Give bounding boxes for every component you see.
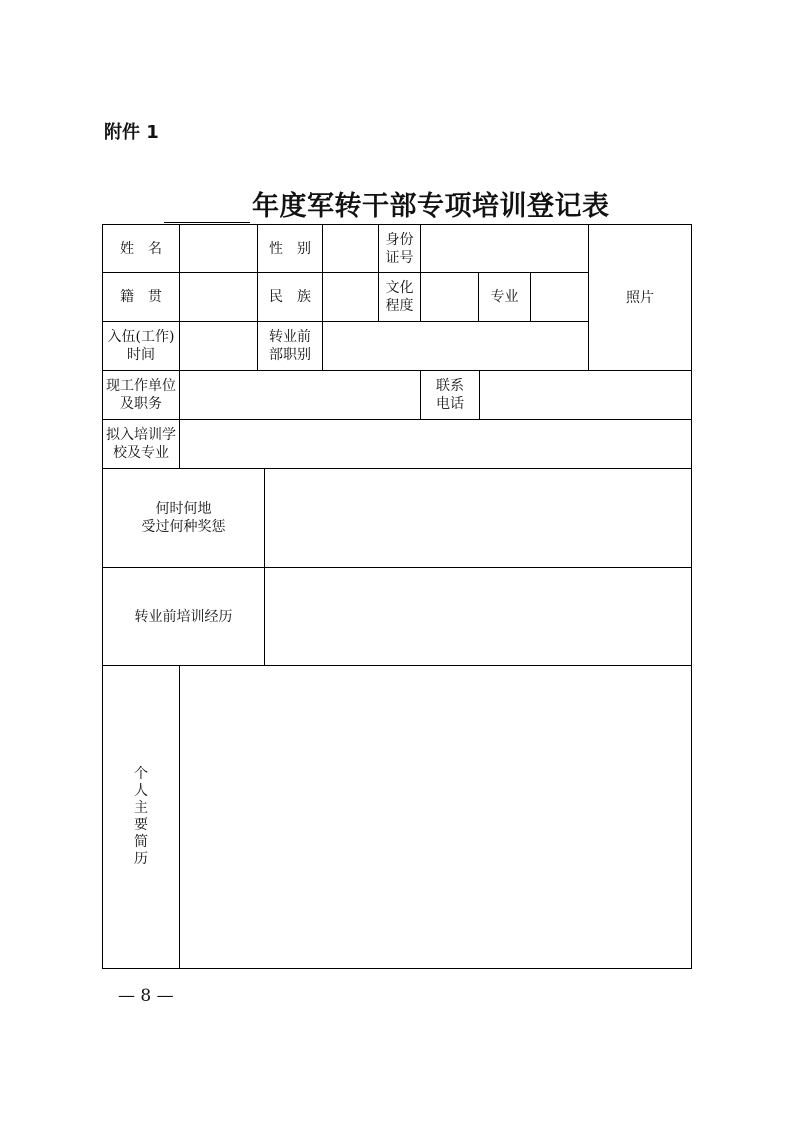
awards-field[interactable] — [264, 468, 692, 568]
major-field[interactable] — [530, 272, 589, 322]
photo-box[interactable]: 照片 — [588, 224, 692, 371]
name-field[interactable] — [179, 224, 258, 273]
training-school-field[interactable] — [179, 419, 692, 469]
previous-post-field[interactable] — [322, 321, 589, 371]
gender-field[interactable] — [322, 224, 379, 273]
attachment-label: 附件 1 — [104, 122, 159, 143]
label-training-school: 拟入培训学 校及专业 — [102, 419, 180, 469]
label-current-unit: 现工作单位 及职务 — [102, 370, 180, 420]
education-field[interactable] — [420, 272, 479, 322]
label-ethnicity: 民 族 — [257, 272, 323, 322]
phone-field[interactable] — [479, 370, 692, 420]
title-row — [164, 184, 610, 223]
label-name: 姓 名 — [102, 224, 180, 273]
current-unit-field[interactable] — [179, 370, 421, 420]
label-major: 专业 — [478, 272, 531, 322]
id-number-field[interactable] — [420, 224, 589, 273]
resume-field[interactable] — [179, 665, 692, 969]
label-enlistment-time: 入伍(工作) 时间 — [102, 321, 180, 371]
form-title: 年度军转干部专项培训登记表 — [252, 191, 610, 222]
label-education: 文化 程度 — [378, 272, 421, 322]
label-prior-training: 转业前培训经历 — [102, 567, 265, 666]
label-native-place: 籍 贯 — [102, 272, 180, 322]
label-gender: 性 别 — [257, 224, 323, 273]
label-awards: 何时何地 受过何种奖惩 — [102, 468, 265, 568]
page-number: — 8 — — [118, 986, 174, 1006]
label-previous-post: 转业前 部职别 — [257, 321, 323, 371]
label-id-number: 身份 证号 — [378, 224, 421, 273]
ethnicity-field[interactable] — [322, 272, 379, 322]
native-place-field[interactable] — [179, 272, 258, 322]
prior-training-field[interactable] — [264, 567, 692, 666]
label-phone: 联系 电话 — [420, 370, 480, 420]
enlistment-time-field[interactable] — [179, 321, 258, 371]
label-resume: 个人主要简历 — [102, 665, 180, 969]
year-blank — [164, 194, 250, 223]
